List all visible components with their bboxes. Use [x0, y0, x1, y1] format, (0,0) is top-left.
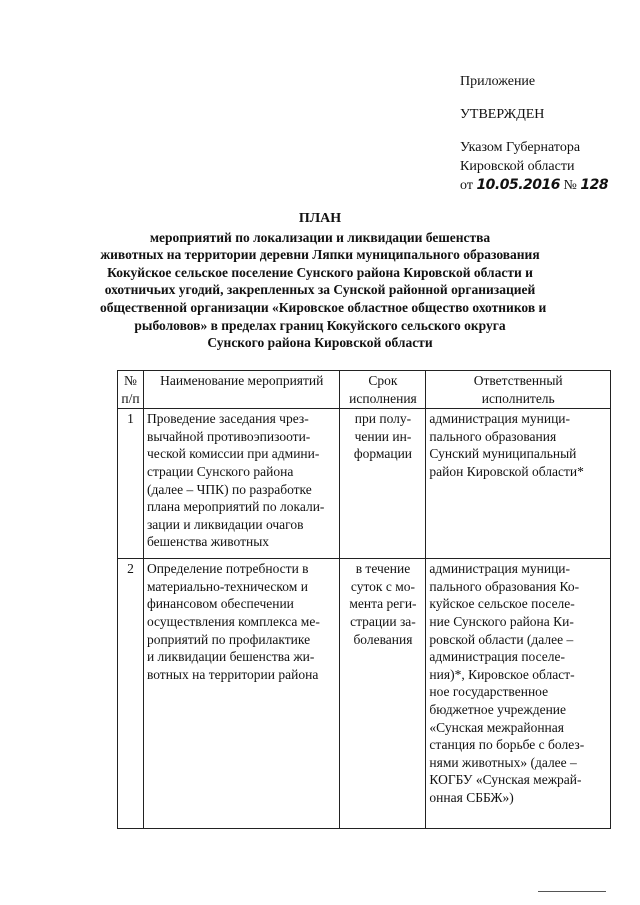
- header-term: Срок исполнения: [340, 371, 426, 409]
- handwritten-date: 10.05.2016: [476, 177, 561, 193]
- header-num: № п/п: [118, 371, 144, 409]
- decree-line-1: Указом Губернатора: [460, 140, 581, 155]
- header-name: Наименование мероприятий: [143, 371, 340, 409]
- plan-heading: ПЛАН: [298, 211, 342, 226]
- table-row: [118, 559, 611, 829]
- title-line: Кокуйское сельское поселение Сунского района Кировской области и: [107, 264, 533, 280]
- appendix-label: Приложение: [460, 74, 536, 89]
- approved-label: УТВЕРЖДЕН: [460, 107, 545, 122]
- plan-title: [100, 210, 547, 352]
- decree-date-row: [460, 176, 630, 195]
- row-activity: Определение потребности в материально-техническом и финансовом обеспечении осуществления комплекса ме- роприятий по профилактике и ликвидации бешенства жи- вотных на территории района: [143, 559, 340, 829]
- plan-table: [117, 370, 611, 829]
- header-responsible: Ответственный исполнитель: [426, 371, 611, 409]
- decree-line-2: Кировской области: [460, 159, 575, 174]
- footer-rule: [538, 891, 606, 892]
- title-line: охотничьих угодий, закрепленных за Сунской районной организацией: [104, 282, 536, 298]
- row-responsible: администрация муници- пального образования Сунский муниципальный район Кировской области*: [426, 409, 611, 559]
- title-line: рыболовов» в пределах границ Кокуйского сельского округа: [134, 317, 506, 333]
- row-term: в течение суток с мо- мента реги- страции за- болевания: [340, 559, 426, 829]
- row-responsible: администрация муници- пального образования Ко- куйское сельское поселе- ние Сунского района Ки- ровской области (далее – администрация поселе- ния)*, Кировское област- ное государственное бюджетное учреждение «Сунская межрайонная станция по борьбе с болез- нями животных» (далее – КОГБУ «Сунская межрай- онная СББЖ»): [426, 559, 611, 829]
- title-line: мероприятий по локализации и ликвидации бешенства: [149, 229, 491, 245]
- number-prefix: №: [563, 178, 577, 193]
- title-line: общественной организации «Кировское областное общество охотников и: [100, 299, 547, 315]
- approval-block: [460, 72, 630, 195]
- row-number: 2: [118, 559, 144, 829]
- title-line: животных на территории деревни Ляпки муниципального образования: [100, 247, 540, 263]
- row-term: при полу- чении ин- формации: [340, 409, 426, 559]
- table-row: [118, 409, 611, 559]
- title-line: Сунского района Кировской области: [207, 335, 433, 351]
- table-header-row: [118, 371, 611, 409]
- handwritten-number: 128: [580, 177, 609, 193]
- row-number: 1: [118, 409, 144, 559]
- row-activity: Проведение заседания чрез- вычайной противоэпизооти- ческой комиссии при админи- страции Сунского района (далее – ЧПК) по разработке плана мероприятий по локали- зации и ликвидации очагов бешенства животных: [143, 409, 340, 559]
- date-prefix: от: [460, 178, 473, 193]
